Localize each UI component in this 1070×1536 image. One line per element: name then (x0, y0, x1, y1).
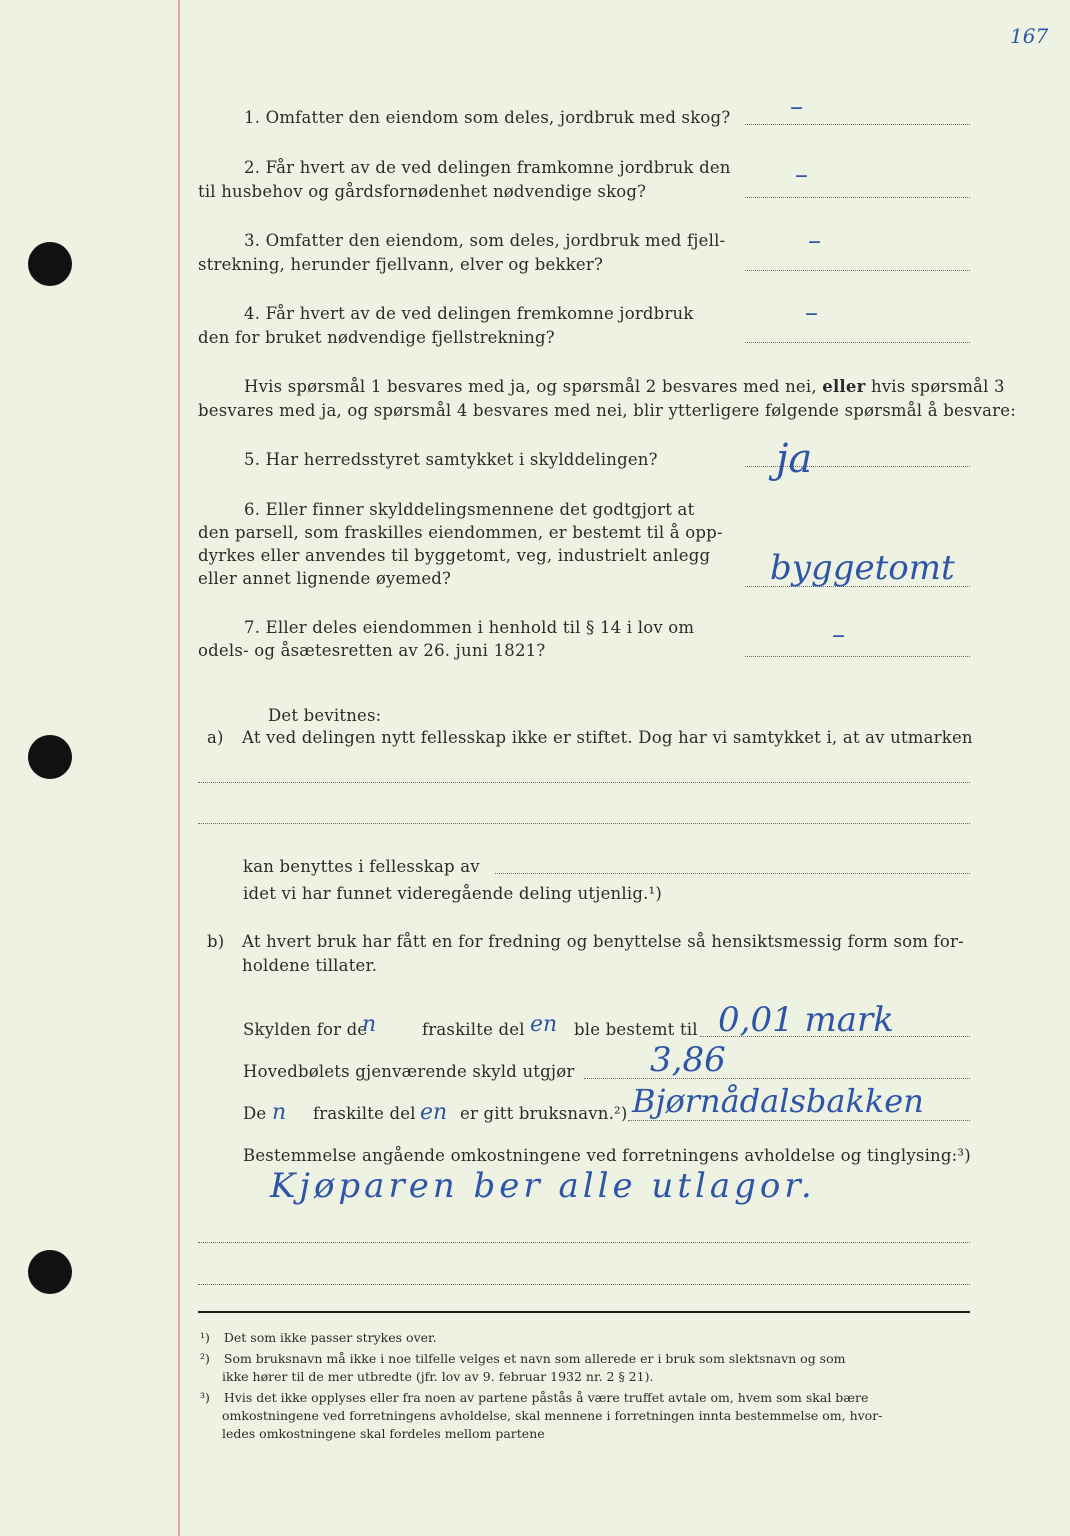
fill-line (198, 823, 970, 824)
answer-4: – (805, 298, 818, 328)
question-number: 3. (244, 231, 261, 250)
punch-hole (28, 735, 72, 779)
item-b-label: b) (207, 932, 225, 951)
question-4 (244, 304, 694, 323)
answer-6: byggetomt (770, 548, 955, 588)
condition-text: hvis spørsmål 3 (870, 377, 1005, 396)
punch-hole (28, 242, 72, 286)
footnote-mark: ²) (200, 1351, 210, 1366)
footnote-text: Hvis det ikke opplyses eller fra noen av partene påstås å være truffet avtale om, hvem som skal bære (223, 1390, 869, 1405)
question-text: Omfatter den eiendom som deles, jordbruk med skog? (265, 108, 731, 127)
footnote-rule (198, 1311, 970, 1313)
answer-5: ja (776, 436, 813, 482)
question-6-line4: eller annet lignende øyemed? (198, 569, 452, 588)
skyld-label-a: Skylden for de (243, 1020, 368, 1039)
navn-value: Bjørnådalsbakken (632, 1082, 924, 1120)
question-text: Omfatter den eiendom, som deles, jordbruk med fjell- (265, 231, 726, 250)
footnote-3 (200, 1390, 868, 1405)
footnote-2 (200, 1351, 845, 1366)
item-a-line2: kan benyttes i fellesskap av (243, 857, 480, 876)
condition-line-1 (244, 377, 1005, 396)
footnote-mark: ¹) (200, 1330, 210, 1345)
skyld-label-c: ble bestemt til (574, 1020, 698, 1039)
question-7 (244, 618, 694, 637)
navn-label-b: fraskilte del (313, 1104, 416, 1123)
footnote-3-line2: omkostningene ved forretningens avholdelse, skal mennene i forretningen innta bestemmelse om, hvor- (222, 1408, 883, 1423)
condition-text: Hvis spørsmål 1 besvares med ja, og spørsmål 2 besvares med nei, (244, 377, 817, 396)
question-1 (244, 108, 730, 127)
navn-label-a: De (243, 1104, 267, 1123)
question-number: 7. (244, 618, 261, 637)
answer-line (745, 124, 970, 125)
question-number: 2. (244, 158, 261, 177)
page-number: 167 (1010, 24, 1049, 48)
question-number: 1. (244, 108, 261, 127)
navn-handwriting-1: n (272, 1100, 287, 1125)
answer-3: – (808, 226, 821, 256)
question-text: Eller deles eiendommen i henhold til § 14 i lov om (265, 618, 695, 637)
question-6-line2: den parsell, som fraskilles eiendommen, er bestemt til å opp- (198, 523, 723, 542)
fill-line (198, 782, 970, 783)
answer-line (745, 656, 970, 657)
condition-bold: eller (822, 377, 866, 396)
question-7-line2: odels- og åsætesretten av 26. juni 1821? (198, 641, 546, 660)
question-3-line2: strekning, herunder fjellvann, elver og bekker? (198, 255, 603, 274)
question-5 (244, 450, 658, 469)
footnote-text: Det som ikke passer strykes over. (223, 1330, 437, 1345)
fill-line (198, 1284, 970, 1285)
footnote-2-line2: ikke hører til de mer utbredte (jfr. lov av 9. februar 1932 nr. 2 § 21). (222, 1369, 654, 1384)
question-2-line2: til husbehov og gårdsfornødenhet nødvendige skog? (198, 182, 647, 201)
question-3 (244, 231, 725, 250)
question-6-line3: dyrkes eller anvendes til byggetomt, veg, industrielt anlegg (198, 546, 711, 565)
best-value: Kjøparen ber alle utlagor. (270, 1166, 816, 1206)
answer-2: – (795, 160, 808, 190)
condition-line-2: besvares med ja, og spørsmål 4 besvares med nei, blir ytterligere følgende spørsmål å besvare: (198, 401, 1016, 420)
certify-heading: Det bevitnes: (268, 706, 382, 725)
answer-line (745, 197, 970, 198)
question-text: Får hvert av de ved delingen framkomne jordbruk den (265, 158, 731, 177)
item-a-label: a) (207, 728, 224, 747)
punch-hole (28, 1250, 72, 1294)
item-a-line3: idet vi har funnet videregående deling utjenlig.¹) (243, 884, 662, 903)
footnote-1 (200, 1330, 437, 1345)
best-label: Bestemmelse angående omkostningene ved forretningens avholdelse og tinglysing:³) (243, 1146, 971, 1165)
margin-line (178, 0, 180, 1536)
skyld-handwriting-1: n (362, 1012, 377, 1037)
hoved-label: Hovedbølets gjenværende skyld utgjør (243, 1062, 575, 1081)
item-b-text: At hvert bruk har fått en for fredning og benyttelse så hensiktsmessig form som for- (242, 932, 964, 951)
question-text: Eller finner skylddelingsmennene det godtgjort at (265, 500, 695, 519)
navn-handwriting-2: en (420, 1100, 448, 1125)
skyld-handwriting-2: en (530, 1012, 558, 1037)
answer-1: – (790, 92, 803, 122)
item-b-text2: holdene tillater. (242, 956, 378, 975)
item-a-text: At ved delingen nytt fellesskap ikke er stiftet. Dog har vi samtykket i, at av utmarken (242, 728, 973, 747)
hoved-value: 3,86 (650, 1040, 726, 1080)
footnote-3-line3: ledes omkostningene skal fordeles mellom partene (222, 1426, 545, 1441)
footnote-text: Som bruksnavn må ikke i noe tilfelle velges et navn som allerede er i bruk som slektsnavn og som (223, 1351, 846, 1366)
skyld-value: 0,01 mark (718, 1000, 894, 1040)
answer-7: – (832, 620, 845, 650)
answer-line (745, 270, 970, 271)
question-4-line2: den for bruket nødvendige fjellstrekning? (198, 328, 555, 347)
question-number: 6. (244, 500, 261, 519)
question-6 (244, 500, 694, 519)
question-number: 4. (244, 304, 261, 323)
skyld-label-b: fraskilte del (422, 1020, 525, 1039)
footnote-mark: ³) (200, 1390, 210, 1405)
fill-line (584, 1078, 970, 1079)
fill-line (495, 873, 970, 874)
question-2 (244, 158, 731, 177)
fill-line (628, 1120, 970, 1121)
navn-label-c: er gitt bruksnavn.²) (460, 1104, 628, 1123)
question-text: Får hvert av de ved delingen fremkomne jordbruk (265, 304, 694, 323)
question-number: 5. (244, 450, 261, 469)
answer-line (745, 342, 970, 343)
fill-line (198, 1242, 970, 1243)
question-text: Har herredsstyret samtykket i skylddelingen? (265, 450, 658, 469)
